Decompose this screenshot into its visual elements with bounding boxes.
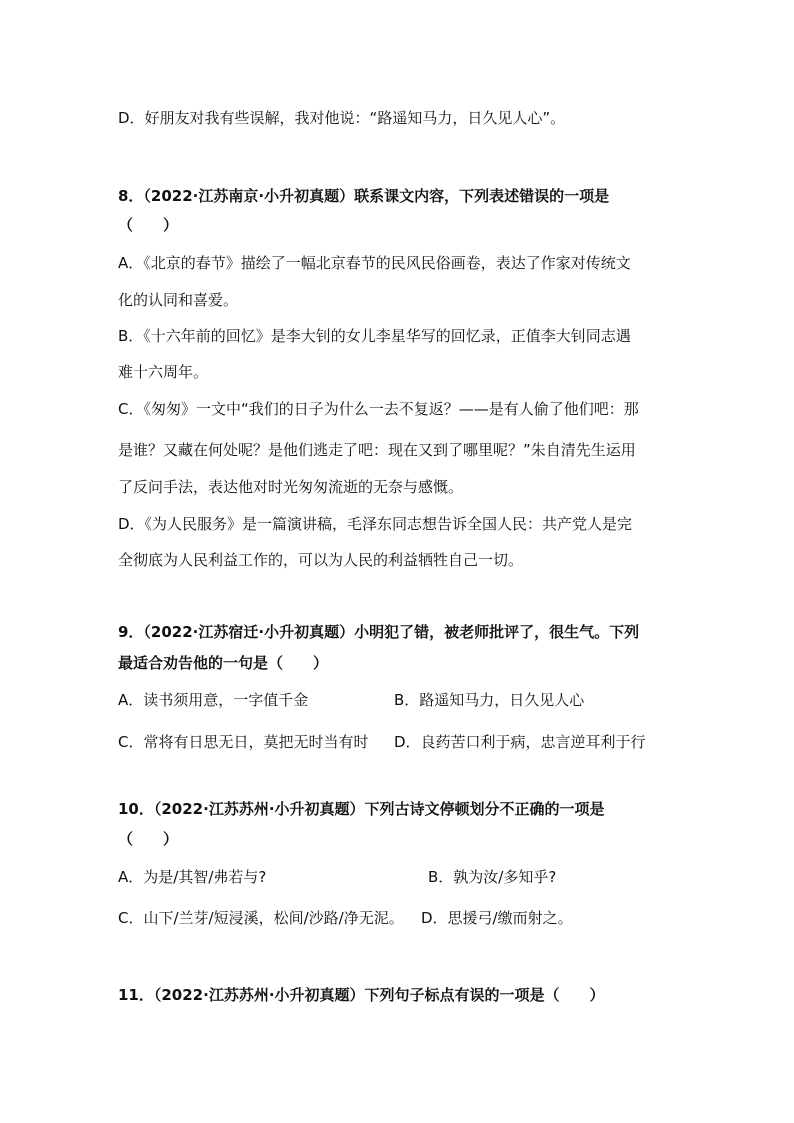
q8-option-b: B．《十六年前的回忆》是李大钊的女儿李星华写的回忆录，正值李大钊同志遇 [118, 327, 631, 345]
q8-option-c-cont2: 了反问手法，表达他对时光匆匆流逝的无奈与感慨。 [118, 478, 464, 496]
q10-answer-blank: （ ） [118, 830, 179, 848]
q8-option-d: D．《为人民服务》是一篇演讲稿，毛泽东同志想告诉全国人民：共产党人是完 [118, 515, 633, 533]
q9-option-d: D．良药苦口利于病，忠言逆耳利于行 [394, 733, 646, 751]
q8-stem: 8．（2022·江苏南京·小升初真题）联系课文内容，下列表述错误的一项是 [118, 187, 610, 205]
q9-option-a: A．读书须用意，一字值千金 [118, 691, 309, 709]
q9-stem-cont: 最适合劝告他的一句是（ ） [118, 654, 329, 672]
prev-question-option-d: D．好朋友对我有些误解，我对他说：“路遥知马力，日久见人心”。 [118, 109, 566, 127]
q8-option-a: A．《北京的春节》描绘了一幅北京春节的民风民俗画卷，表达了作家对传统文 [118, 254, 631, 272]
q10-stem: 10．（2022·江苏苏州·小升初真题）下列古诗文停顿划分不正确的一项是 [118, 800, 605, 818]
q9-stem: 9．（2022·江苏宿迁·小升初真题）小明犯了错，被老师批评了，很生气。下列 [118, 623, 640, 641]
q9-option-c: C．常将有日思无日，莫把无时当有时 [118, 733, 369, 751]
q10-option-d: D．思援弓/缴而射之。 [421, 909, 573, 927]
q10-option-a: A．为是/其智/弗若与? [118, 868, 267, 886]
q8-answer-blank: （ ） [118, 216, 179, 234]
q10-option-b: B．孰为汝/多知乎? [428, 868, 557, 886]
q8-option-a-cont: 化的认同和喜爱。 [118, 291, 239, 309]
q8-option-c-cont: 是谁？又藏在何处呢？是他们逃走了吧：现在又到了哪里呢？”朱自清先生运用 [118, 441, 636, 459]
q8-option-b-cont: 难十六周年。 [118, 363, 209, 381]
q9-option-b: B．路遥知马力，日久见人心 [394, 691, 585, 709]
q10-option-c: C．山下/兰芽/短浸溪，松间/沙路/净无泥。 [118, 909, 404, 927]
q11-stem: 11．（2022·江苏苏州·小升初真题）下列句子标点有误的一项是（ ） [118, 986, 605, 1004]
q8-option-c: C．《匆匆》一文中“我们的日子为什么一去不复返？——是有人偷了他们吧：那 [118, 400, 639, 418]
q8-option-d-cont: 全彻底为人民利益工作的，可以为人民的利益牺牲自己一切。 [118, 551, 524, 569]
